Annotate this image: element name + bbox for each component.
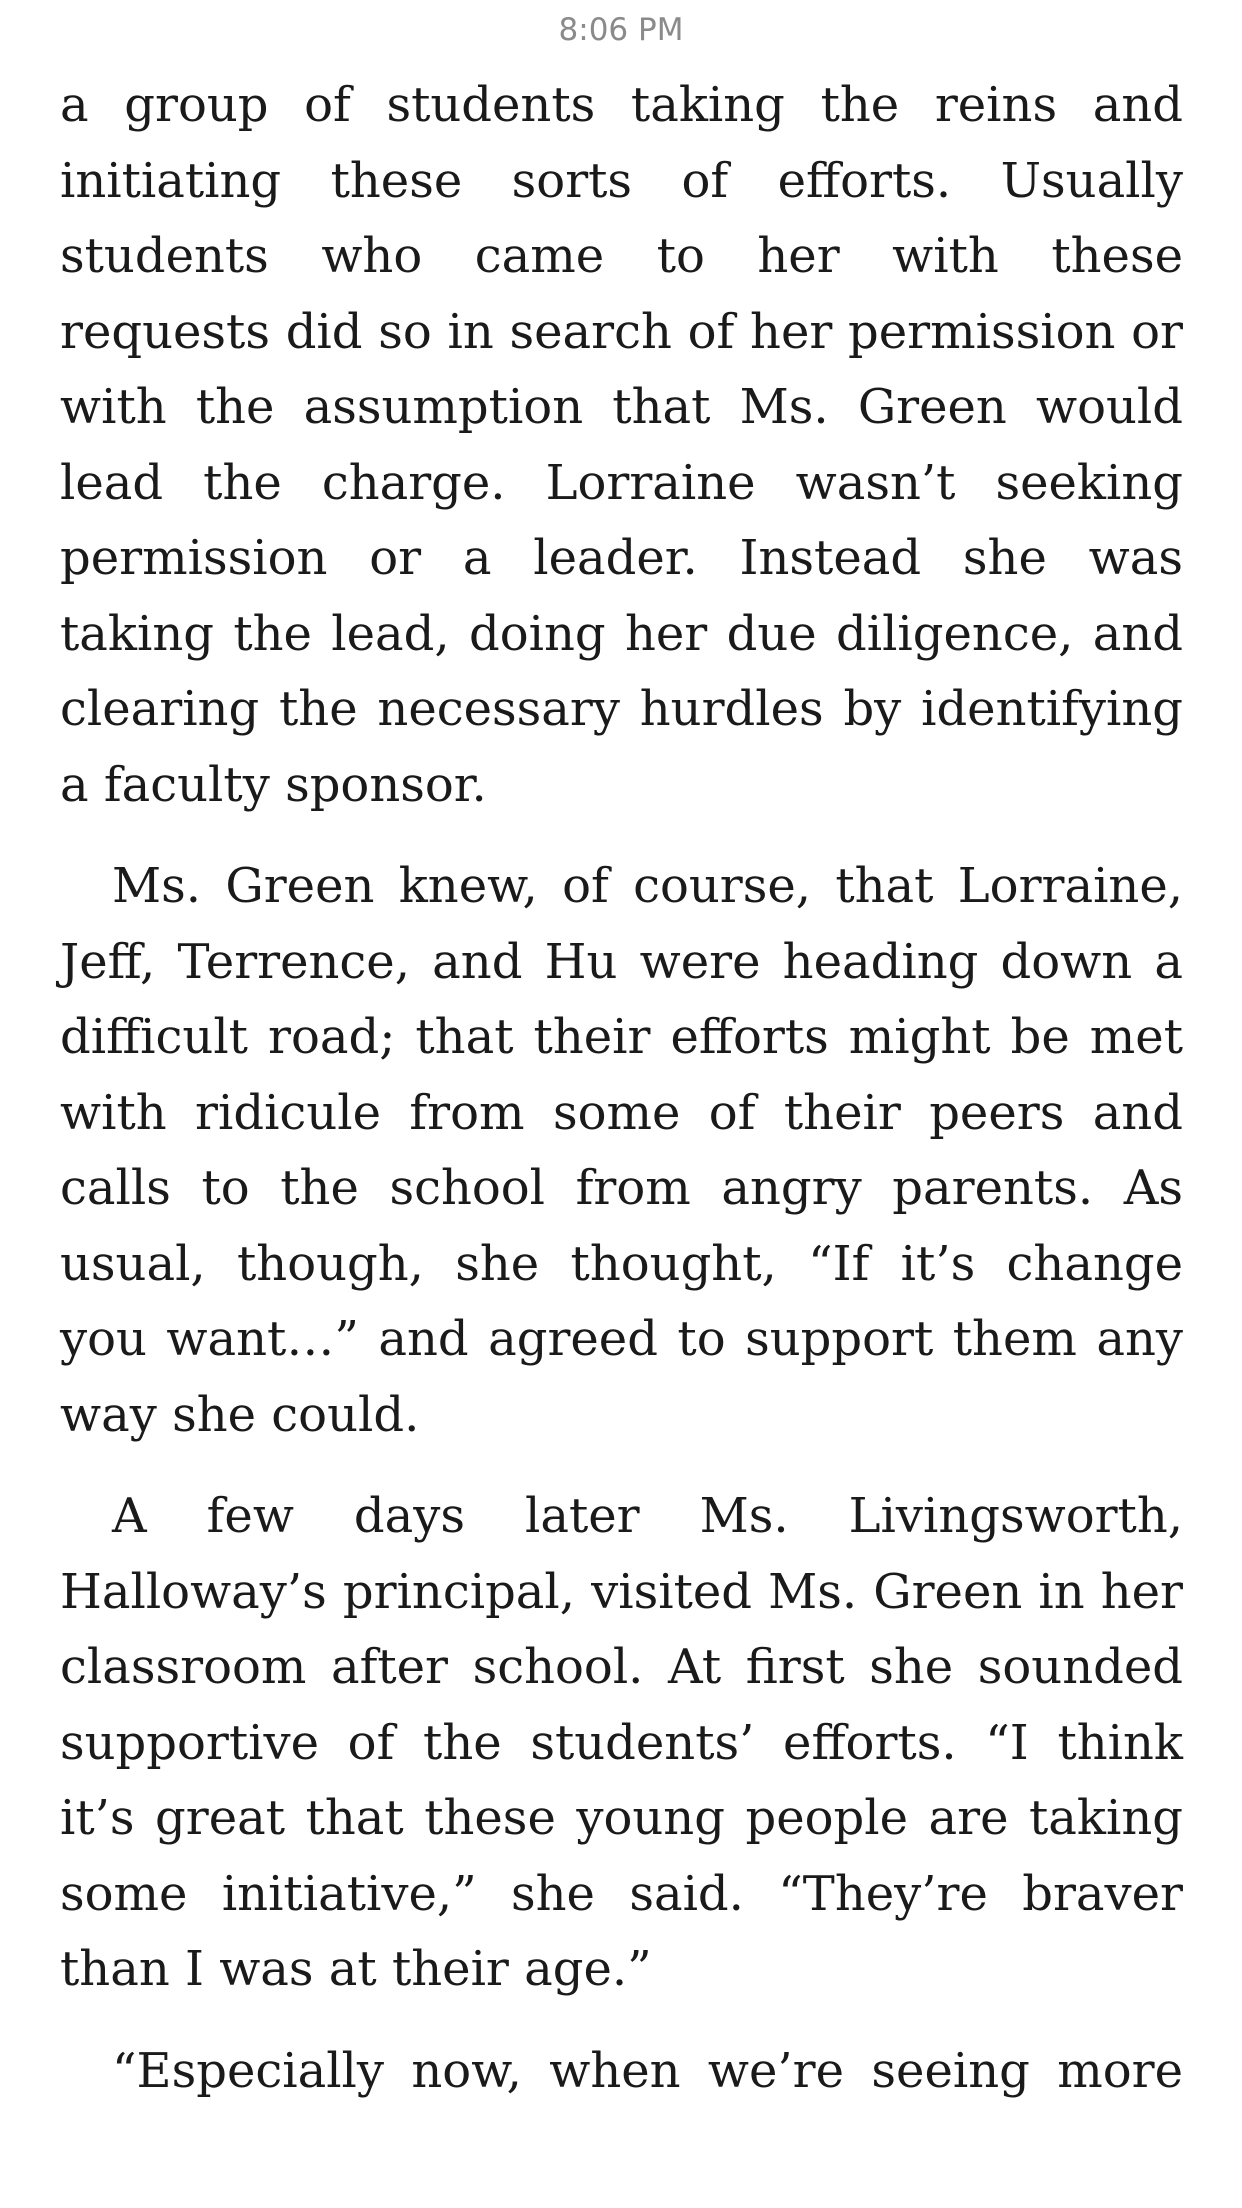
status-time: 8:06 PM <box>558 12 684 48</box>
reader-page[interactable] <box>60 68 1183 2109</box>
paragraph-3: A few days later Ms. Livingsworth, Halloway’s principal, visited Ms. Green in her classroom after school. At first she sounded supportive of the students’ efforts. “I think it’s great that these young people are taking some initiative,” she said. “They’re braver than I was at their age.” <box>60 1488 1183 1997</box>
paragraph-4: “Especially now, when we’re seeing more <box>112 2042 1183 2099</box>
status-bar <box>0 0 1242 60</box>
paragraph-2: Ms. Green knew, of course, that Lorraine, Jeff, Terrence, and Hu were heading down a difficult road; that their efforts might be met with ridicule from some of their peers and calls to the school from angry parents. As usual, though, she thought, “If it’s change you want…” and agreed to support them any way she could. <box>60 858 1183 1443</box>
paragraph-1: a group of students taking the reins and initiating these sorts of efforts. Usually students who came to her with these requests did so in search of her permission or with the assumption that Ms. Green would lead the charge. Lorraine wasn’t seeking permission or a leader. Instead she was taking the lead, doing her due diligence, and clearing the necessary hurdles by identifying a faculty sponsor. <box>60 77 1183 813</box>
